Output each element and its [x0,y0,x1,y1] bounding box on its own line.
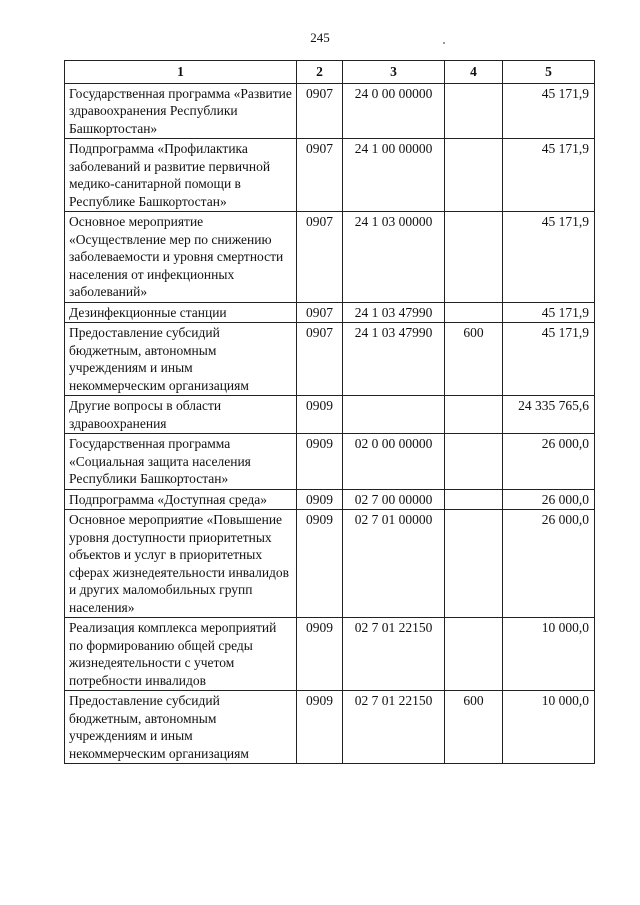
row-target-code: 24 1 00 00000 [343,139,445,212]
scan-speck [443,42,445,44]
row-amount: 26 000,0 [503,510,595,618]
row-name: Основное мероприятие «Осуществление мер по снижению заболеваемости и уровня смертности населения от инфекционных заболеваний» [65,212,297,303]
row-target-code: 02 0 00 00000 [343,434,445,490]
row-target-code: 02 7 01 22150 [343,618,445,691]
table-row [65,396,595,434]
row-expense-type [445,618,503,691]
row-section-code: 0907 [297,323,343,396]
header-col-4: 4 [445,61,503,84]
row-amount: 26 000,0 [503,489,595,510]
table-row [65,618,595,691]
row-section-code: 0909 [297,510,343,618]
row-target-code [343,396,445,434]
row-name: Предоставление субсидий бюджетным, автономным учреждениям и иным некоммерческим организациям [65,323,297,396]
row-target-code: 24 1 03 47990 [343,302,445,323]
row-target-code: 24 1 03 47990 [343,323,445,396]
table-row [65,302,595,323]
row-name: Предоставление субсидий бюджетным, автономным учреждениям и иным некоммерческим организациям [65,691,297,764]
row-expense-type [445,139,503,212]
table-row [65,212,595,303]
table-row [65,510,595,618]
table-row [65,83,595,139]
row-target-code: 02 7 00 00000 [343,489,445,510]
header-col-1: 1 [65,61,297,84]
table-row [65,691,595,764]
row-amount: 45 171,9 [503,323,595,396]
row-name: Реализация комплекса мероприятий по формированию общей среды жизнедеятельности с учетом потребности инвалидов [65,618,297,691]
row-section-code: 0909 [297,396,343,434]
row-target-code: 24 0 00 00000 [343,83,445,139]
row-amount: 24 335 765,6 [503,396,595,434]
row-amount: 10 000,0 [503,691,595,764]
row-section-code: 0907 [297,302,343,323]
row-amount: 45 171,9 [503,302,595,323]
row-expense-type: 600 [445,323,503,396]
table-row [65,489,595,510]
row-section-code: 0907 [297,139,343,212]
page-number: 245 [310,30,330,45]
row-name: Подпрограмма «Доступная среда» [65,489,297,510]
row-name: Подпрограмма «Профилактика заболеваний и развитие первичной медико-санитарной помощи в Республике Башкортостан» [65,139,297,212]
row-expense-type [445,212,503,303]
header-col-3: 3 [343,61,445,84]
budget-table [64,60,595,764]
row-amount: 45 171,9 [503,139,595,212]
row-amount: 45 171,9 [503,212,595,303]
header-row [65,61,595,84]
row-target-code: 02 7 01 00000 [343,510,445,618]
row-section-code: 0907 [297,83,343,139]
row-expense-type [445,489,503,510]
row-target-code: 24 1 03 00000 [343,212,445,303]
table-row [65,139,595,212]
row-amount: 10 000,0 [503,618,595,691]
row-expense-type [445,396,503,434]
header-col-2: 2 [297,61,343,84]
row-amount: 26 000,0 [503,434,595,490]
row-name: Другие вопросы в области здравоохранения [65,396,297,434]
row-name: Основное мероприятие «Повышение уровня доступности приоритетных объектов и услуг в приоритетных сферах жизнедеятельности инвалидов и других маломобильных групп населения» [65,510,297,618]
row-expense-type [445,83,503,139]
row-target-code: 02 7 01 22150 [343,691,445,764]
row-name: Государственная программа «Социальная защита населения Республики Башкортостан» [65,434,297,490]
row-section-code: 0907 [297,212,343,303]
row-expense-type: 600 [445,691,503,764]
table-row [65,323,595,396]
header-col-5: 5 [503,61,595,84]
row-name: Государственная программа «Развитие здравоохранения Республики Башкортостан» [65,83,297,139]
row-section-code: 0909 [297,618,343,691]
row-section-code: 0909 [297,691,343,764]
row-expense-type [445,302,503,323]
table-row [65,434,595,490]
row-section-code: 0909 [297,434,343,490]
row-expense-type [445,434,503,490]
row-amount: 45 171,9 [503,83,595,139]
row-section-code: 0909 [297,489,343,510]
row-expense-type [445,510,503,618]
row-name: Дезинфекционные станции [65,302,297,323]
